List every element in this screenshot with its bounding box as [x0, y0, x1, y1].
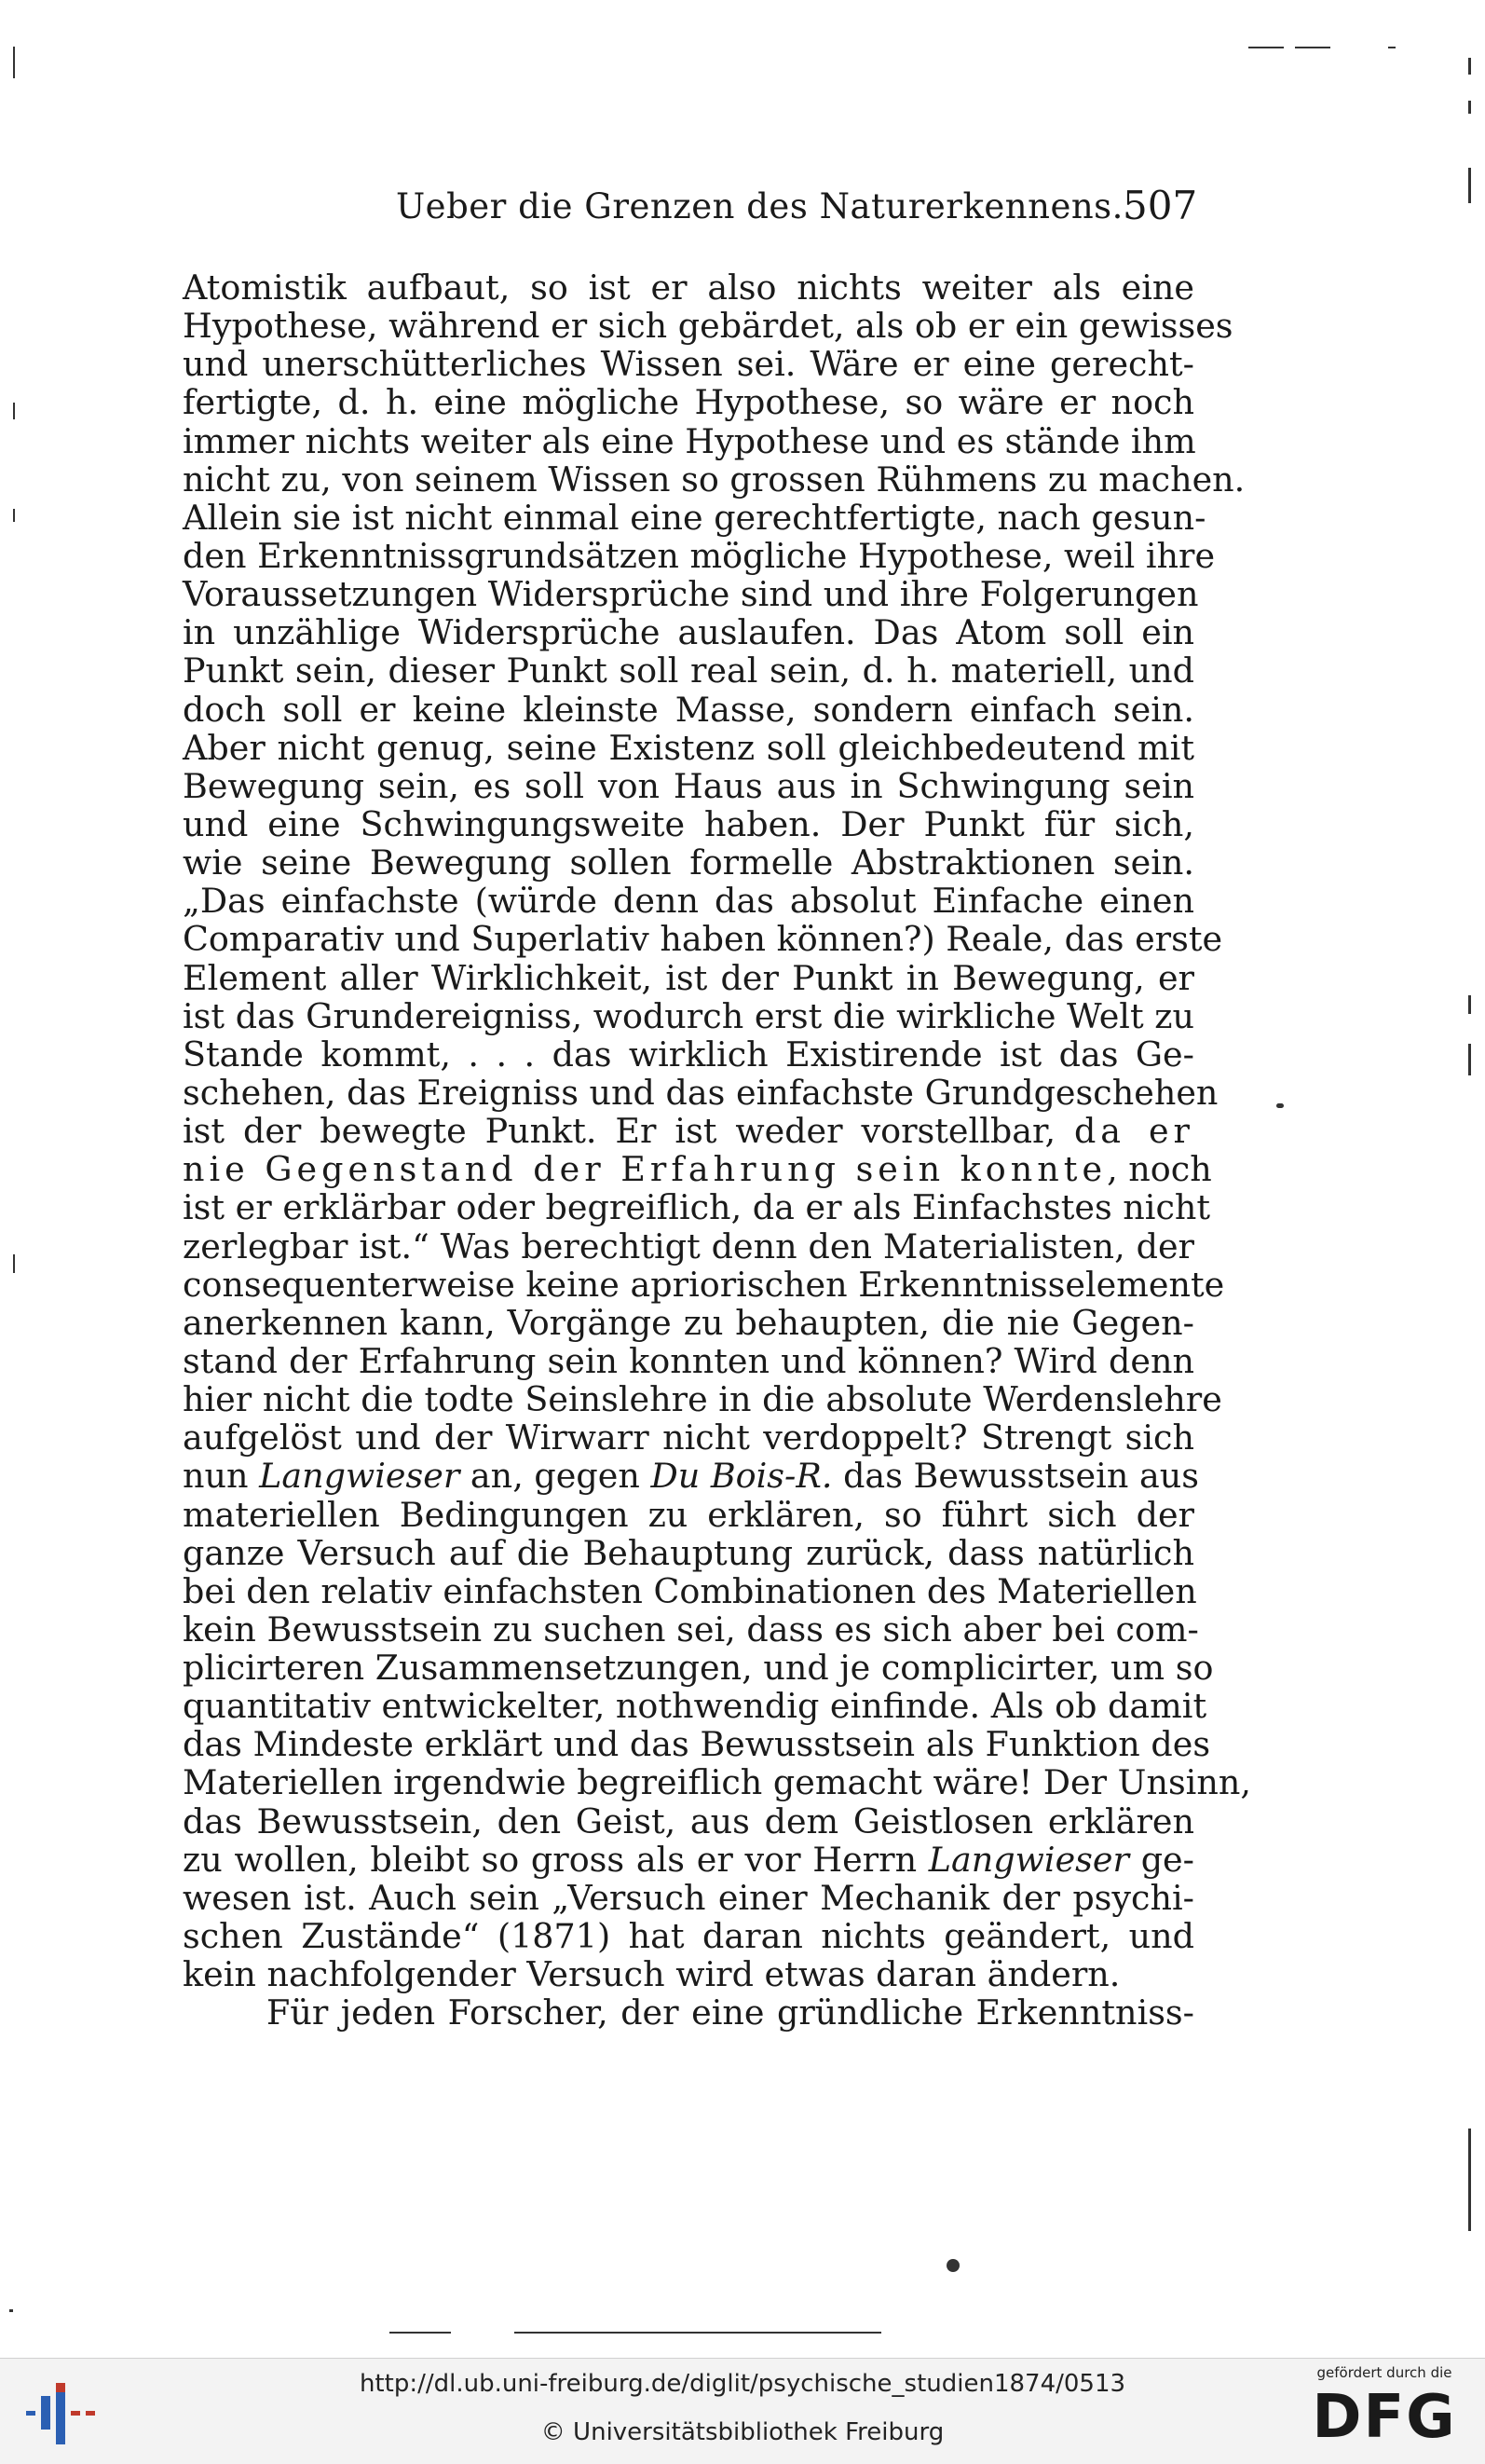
text-line: kein Bewusstsein zu suchen sei, dass es sich aber bei com-: [183, 1608, 1199, 1650]
text-line: Voraussetzungen Widersprüche sind und ihre Folgerungen: [183, 574, 1199, 615]
scan-mark: [1468, 1044, 1471, 1075]
permalink-url[interactable]: http://dl.ub.uni-freiburg.de/diglit/psychische_studien1874/0513: [359, 2370, 1126, 2398]
scan-mark: [1276, 1103, 1284, 1108]
text-line: consequenterweise keine apriorischen Erkenntnisselemente: [183, 1264, 1225, 1305]
scan-mark: [13, 403, 15, 419]
text-line: fertigte, d. h. eine mögliche Hypothese, so wäre er noch: [183, 382, 1194, 423]
text-line: ist das Grundereigniss, wodurch erst die wirkliche Welt zu: [183, 995, 1194, 1036]
scan-mark: [13, 47, 15, 78]
scan-mark: [13, 509, 15, 522]
text-line: Atomistik aufbaut, so ist er also nichts weiter als eine: [183, 267, 1194, 308]
scan-mark: [389, 2332, 451, 2334]
copyright-text: © Universitätsbibliothek Freiburg: [540, 2418, 945, 2446]
text-line: quantitativ entwickelter, nothwendig einfinde. Als ob damit: [183, 1686, 1207, 1727]
dfg-caption: gefördert durch die: [1316, 2364, 1452, 2381]
spaced-text: nie Gegenstand der Erfahrung sein konnte: [183, 1149, 1108, 1190]
text-line: kein nachfolgender Versuch wird etwas daran ändern.: [183, 1954, 1121, 1995]
text-segment: ist der bewegte Punkt. Er ist weder vorstellbar,: [183, 1111, 1056, 1152]
text-line: Element aller Wirklichkeit, ist der Punkt in Bewegung, er: [183, 957, 1194, 998]
author-name: Langwieser: [928, 1839, 1129, 1880]
text-line: hier nicht die todte Seinslehre in die absolute Werdenslehre: [183, 1379, 1222, 1420]
running-title: Ueber die Grenzen des Naturerkennens.: [396, 186, 1124, 226]
text-line: Materiellen irgendwie begreiflich gemacht wäre! Der Unsinn,: [183, 1762, 1251, 1803]
text-line: das Bewusstsein, den Geist, aus dem Geistlosen erklären: [183, 1800, 1194, 1841]
text-line: [183, 1841, 1194, 1879]
text-line: materiellen Bedingungen zu erklären, so führt sich der: [183, 1494, 1194, 1535]
dfg-wordmark: DFG: [1312, 2383, 1457, 2452]
text-line: Allein sie ist nicht einmal eine gerechtfertigte, nach gesun-: [183, 497, 1206, 538]
text-line: ganze Versuch auf die Behauptung zurück, dass natürlich: [183, 1532, 1194, 1573]
body-text: [183, 267, 1251, 2033]
scan-mark: [1468, 2129, 1471, 2231]
text-line: Punkt sein, dieser Punkt soll real sein, d. h. materiell, und: [183, 650, 1194, 691]
running-header: [0, 183, 1485, 242]
page-number: 507: [1123, 183, 1198, 228]
text-line: Aber nicht genug, seine Existenz soll gleichbedeutend mit: [183, 727, 1194, 768]
dfg-logo: [1301, 2364, 1468, 2457]
text-line: anerkennen kann, Vorgänge zu behaupten, die nie Gegen-: [183, 1302, 1194, 1343]
text-line: wie seine Bewegung sollen formelle Abstraktionen sein.: [183, 842, 1194, 883]
text-line: das Mindeste erklärt und das Bewusstsein als Funktion des: [183, 1724, 1211, 1765]
text-line: schehen, das Ereigniss und das einfachste Grundgeschehen: [183, 1072, 1219, 1113]
scan-mark: [13, 1254, 15, 1273]
text-segment: an, gegen: [470, 1456, 640, 1497]
scan-mark: [1468, 995, 1471, 1014]
text-line: stand der Erfahrung sein konnten und können? Wird denn: [183, 1340, 1194, 1381]
text-segment: ge-: [1140, 1839, 1194, 1880]
text-line: und eine Schwingungsweite haben. Der Punkt für sich,: [183, 803, 1194, 844]
text-line: ist er erklärbar oder begreiflich, da er als Einfachstes nicht: [183, 1187, 1211, 1228]
text-line: aufgelöst und der Wirwarr nicht verdoppelt? Strengt sich: [183, 1417, 1194, 1458]
author-name: Du Bois-R.: [650, 1456, 833, 1497]
text-line: in unzählige Widersprüche auslaufen. Das Atom soll ein: [183, 612, 1194, 653]
scan-mark: [1295, 47, 1330, 48]
text-line: und unerschütterliches Wissen sei. Wäre er eine gerecht-: [183, 344, 1194, 385]
text-line: [183, 1456, 1199, 1497]
text-line: den Erkenntnissgrundsätzen mögliche Hypothese, weil ihre: [183, 535, 1216, 576]
scan-mark: [1388, 47, 1396, 48]
text-segment: das Bewusstsein aus: [843, 1456, 1199, 1497]
scan-mark: [947, 2259, 960, 2272]
text-line: „Das einfachste (würde denn das absolut Einfache einen: [183, 881, 1194, 922]
text-line: wesen ist. Auch sein „Versuch einer Mechanik der psychi-: [183, 1877, 1194, 1918]
text-segment: , noch: [1107, 1149, 1212, 1190]
text-line: Stande kommt, . . . das wirklich Existirende ist das Ge-: [183, 1034, 1194, 1075]
scan-mark: [514, 2332, 881, 2334]
scan-mark: [9, 2309, 13, 2312]
text-segment: nun: [183, 1456, 249, 1497]
text-line: bei den relativ einfachsten Combinationen des Materiellen: [183, 1570, 1197, 1611]
text-line: immer nichts weiter als eine Hypothese und es stände ihm: [183, 420, 1196, 461]
text-line: Bewegung sein, es soll von Haus aus in Schwingung sein: [183, 765, 1194, 806]
text-segment: zu wollen, bleibt so gross als er vor Herrn: [183, 1839, 918, 1880]
scan-mark: [1468, 58, 1471, 75]
text-line: [183, 1112, 1194, 1150]
spaced-text: da er: [1073, 1111, 1194, 1152]
text-line: [183, 1149, 1212, 1190]
scan-mark: [1468, 101, 1471, 114]
text-line: Hypothese, während er sich gebärdet, als ob er ein gewisses: [183, 306, 1233, 347]
text-line: nicht zu, von seinem Wissen so grossen Rühmens zu machen.: [183, 459, 1246, 500]
text-line: Comparativ und Superlativ haben können?) Reale, das erste: [183, 919, 1223, 960]
author-name: Langwieser: [259, 1456, 460, 1497]
text-line: Für jeden Forscher, der eine gründliche Erkenntniss-: [266, 1992, 1194, 2033]
text-line: doch soll er keine kleinste Masse, sondern einfach sein.: [183, 689, 1194, 730]
viewer-footer: [0, 2358, 1485, 2464]
text-line: plicirteren Zusammensetzungen, und je complicirter, um so: [183, 1648, 1214, 1689]
scan-mark: [1248, 47, 1284, 48]
text-line: schen Zustände“ (1871) hat daran nichts geändert, und: [183, 1916, 1194, 1957]
text-line: zerlegbar ist.“ Was berechtigt denn den Materialisten, der: [183, 1225, 1194, 1266]
